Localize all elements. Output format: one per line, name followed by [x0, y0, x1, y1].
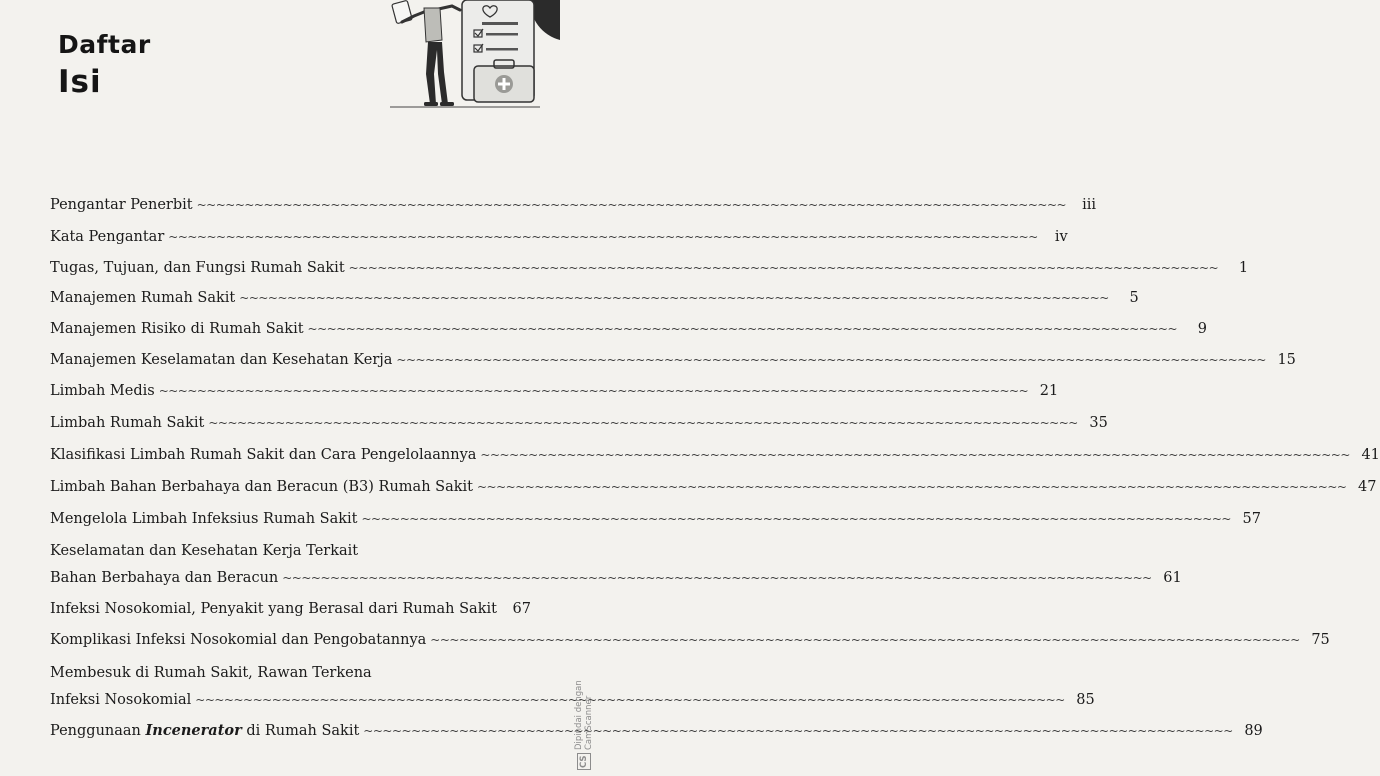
toc-entry-title: Komplikasi Infeksi Nosokomial dan Pengobatannya [50, 632, 427, 648]
toc-entry-title: Klasifikasi Limbah Rumah Sakit dan Cara Pengelolaannya [50, 447, 477, 463]
toc-entry-title: Pengantar Penerbit [50, 197, 193, 213]
clipboard-icon [392, 0, 413, 23]
toc-entry-page: 21 [1039, 383, 1059, 399]
camscanner-badge: CS [579, 755, 589, 768]
toc-entry-title: Bahan Berbahaya dan Beracun [50, 570, 279, 586]
heading-line-2: Isi [58, 64, 102, 100]
scanner-watermark [575, 640, 593, 770]
toc-entry-page: 75 [1311, 632, 1330, 648]
toc-entry-title: Limbah Rumah Sakit [50, 415, 205, 431]
person-torso [424, 8, 442, 42]
toc-entry[interactable]: Limbah Medis ~~~~~~~~~~~~~~~~~~~~~~~~~~~~~~~~~~~~~~~~~~~~~~~~~~~~~~~~~~~~~~~~~~~~~~~~~~~~~~~~~~~~~~~~~~~ 21 [50, 383, 1059, 399]
toc-entry-page: 89 [1244, 723, 1263, 739]
toc-entry-page: 85 [1076, 692, 1095, 708]
toc-entry-page: 47 [1358, 479, 1377, 495]
toc-entry-title: Limbah Medis [50, 383, 155, 399]
toc-entry-title: Mengelola Limbah Infeksius Rumah Sakit [50, 511, 358, 527]
toc-entry[interactable]: Pengantar Penerbit ~~~~~~~~~~~~~~~~~~~~~~~~~~~~~~~~~~~~~~~~~~~~~~~~~~~~~~~~~~~~~~~~~~~~~~~~~~~~~~~~~~~~~~~~~~~ iii [50, 197, 1097, 213]
toc-entry-page: 41 [1361, 447, 1380, 463]
toc-entry[interactable]: Klasifikasi Limbah Rumah Sakit dan Cara Pengelolaannya ~~~~~~~~~~~~~~~~~~~~~~~~~~~~~~~~~~~~~~~~~~~~~~~~~~~~~~~~~~~~~~~~~~~~~~~~~~~~~~~~~~~~~~~~~~~ 41 [50, 447, 1380, 463]
toc-entry-title: Manajemen Risiko di Rumah Sakit [50, 321, 304, 337]
toc-entry-title: Infeksi Nosokomial, Penyakit yang Berasal dari Rumah Sakit [50, 601, 497, 617]
toc-entry-page: iv [1054, 229, 1068, 245]
heading-line-1: Daftar [58, 30, 151, 59]
medical-illustration [390, 0, 560, 112]
toc-entry-page: iii [1082, 197, 1097, 213]
toc-entry-page: 5 [1129, 290, 1139, 306]
form-line [482, 22, 518, 25]
toc-entry-page: 15 [1277, 352, 1296, 368]
toc-entry[interactable]: Kata Pengantar ~~~~~~~~~~~~~~~~~~~~~~~~~~~~~~~~~~~~~~~~~~~~~~~~~~~~~~~~~~~~~~~~~~~~~~~~~~~~~~~~~~~~~~~~~~~ iv [50, 229, 1068, 245]
person-legs [426, 42, 448, 104]
toc-entry-title: Infeksi Nosokomial [50, 692, 192, 708]
toc-entry-page: 57 [1242, 511, 1261, 527]
toc-entry-page: 61 [1163, 570, 1182, 586]
toc-entry-title-line1: Membesuk di Rumah Sakit, Rawan Terkena [50, 665, 372, 681]
toc-entry[interactable] [50, 600, 531, 618]
watermark-text: Dipindai dengan CamScanner [574, 680, 594, 751]
toc-entry-title: Manajemen Keselamatan dan Kesehatan Kerja [50, 352, 393, 368]
toc-entry-title: Limbah Bahan Berbahaya dan Beracun (B3) Rumah Sakit [50, 479, 473, 495]
toc-entry[interactable]: Limbah Rumah Sakit ~~~~~~~~~~~~~~~~~~~~~~~~~~~~~~~~~~~~~~~~~~~~~~~~~~~~~~~~~~~~~~~~~~~~~~~~~~~~~~~~~~~~~~~~~~~ 35 [50, 415, 1108, 431]
toc-entry[interactable]: Membesuk di Rumah Sakit, Rawan Terkena Infeksi Nosokomial ~~~~~~~~~~~~~~~~~~~~~~~~~~~~~~~~~~~~~~~~~~~~~~~~~~~~~~~~~~~~~~~~~~~~~~~~~~~~~~~~~~~~~~~~~~~ 85 [50, 665, 1095, 708]
toc-entry-title: Manajemen Rumah Sakit [50, 290, 236, 306]
toc-entry-page: 1 [1238, 260, 1249, 276]
toc-entry-title: Kata Pengantar [50, 229, 165, 245]
toc-entry[interactable]: Penggunaan Incenerator di Rumah Sakit ~~~~~~~~~~~~~~~~~~~~~~~~~~~~~~~~~~~~~~~~~~~~~~~~~~~~~~~~~~~~~~~~~~~~~~~~~~~~~~~~~~~~~~~~~~~ 89 [50, 722, 1263, 739]
toc-entry[interactable]: Limbah Bahan Berbahaya dan Beracun (B3) Rumah Sakit ~~~~~~~~~~~~~~~~~~~~~~~~~~~~~~~~~~~~~~~~~~~~~~~~~~~~~~~~~~~~~~~~~~~~~~~~~~~~~~~~~~~~~~~~~~~ 47 [50, 479, 1377, 495]
toc-entry[interactable]: Manajemen Keselamatan dan Kesehatan Kerja ~~~~~~~~~~~~~~~~~~~~~~~~~~~~~~~~~~~~~~~~~~~~~~~~~~~~~~~~~~~~~~~~~~~~~~~~~~~~~~~~~~~~~~~~~~~ 15 [50, 352, 1296, 368]
toc-entry[interactable]: Manajemen Risiko di Rumah Sakit ~~~~~~~~~~~~~~~~~~~~~~~~~~~~~~~~~~~~~~~~~~~~~~~~~~~~~~~~~~~~~~~~~~~~~~~~~~~~~~~~~~~~~~~~~~~ 9 [50, 321, 1208, 337]
toc-entry[interactable]: Mengelola Limbah Infeksius Rumah Sakit ~~~~~~~~~~~~~~~~~~~~~~~~~~~~~~~~~~~~~~~~~~~~~~~~~~~~~~~~~~~~~~~~~~~~~~~~~~~~~~~~~~~~~~~~~~~ 57 [50, 511, 1261, 527]
toc-entry-title-line1: Keselamatan dan Kesehatan Kerja Terkait [50, 543, 359, 559]
toc-entry[interactable]: Manajemen Rumah Sakit ~~~~~~~~~~~~~~~~~~~~~~~~~~~~~~~~~~~~~~~~~~~~~~~~~~~~~~~~~~~~~~~~~~~~~~~~~~~~~~~~~~~~~~~~~~~ 5 [50, 290, 1139, 306]
toc-entry[interactable]: Keselamatan dan Kesehatan Kerja Terkait Bahan Berbahaya dan Beracun ~~~~~~~~~~~~~~~~~~~~~~~~~~~~~~~~~~~~~~~~~~~~~~~~~~~~~~~~~~~~~~~~~~~~~~~~~~~~~~~~~~~~~~~~~~~ 61 [50, 543, 1182, 586]
toc-entry[interactable]: Komplikasi Infeksi Nosokomial dan Pengobatannya ~~~~~~~~~~~~~~~~~~~~~~~~~~~~~~~~~~~~~~~~~~~~~~~~~~~~~~~~~~~~~~~~~~~~~~~~~~~~~~~~~~~~~~~~~~~ 75 [50, 632, 1330, 648]
page-heading [58, 32, 151, 98]
toc-entry-page: 9 [1197, 321, 1208, 337]
toc-entry-title: Penggunaan Incenerator di Rumah Sakit [50, 722, 360, 739]
toc-entry-page: 35 [1089, 415, 1108, 431]
toc-entry-page: 67 [512, 601, 531, 617]
toc-entry[interactable]: Tugas, Tujuan, dan Fungsi Rumah Sakit ~~~~~~~~~~~~~~~~~~~~~~~~~~~~~~~~~~~~~~~~~~~~~~~~~~~~~~~~~~~~~~~~~~~~~~~~~~~~~~~~~~~~~~~~~~~ 1 [50, 260, 1249, 276]
toc-entry-title-emphasis: Incenerator [145, 722, 242, 739]
toc-entry-title: Tugas, Tujuan, dan Fungsi Rumah Sakit [50, 260, 345, 276]
